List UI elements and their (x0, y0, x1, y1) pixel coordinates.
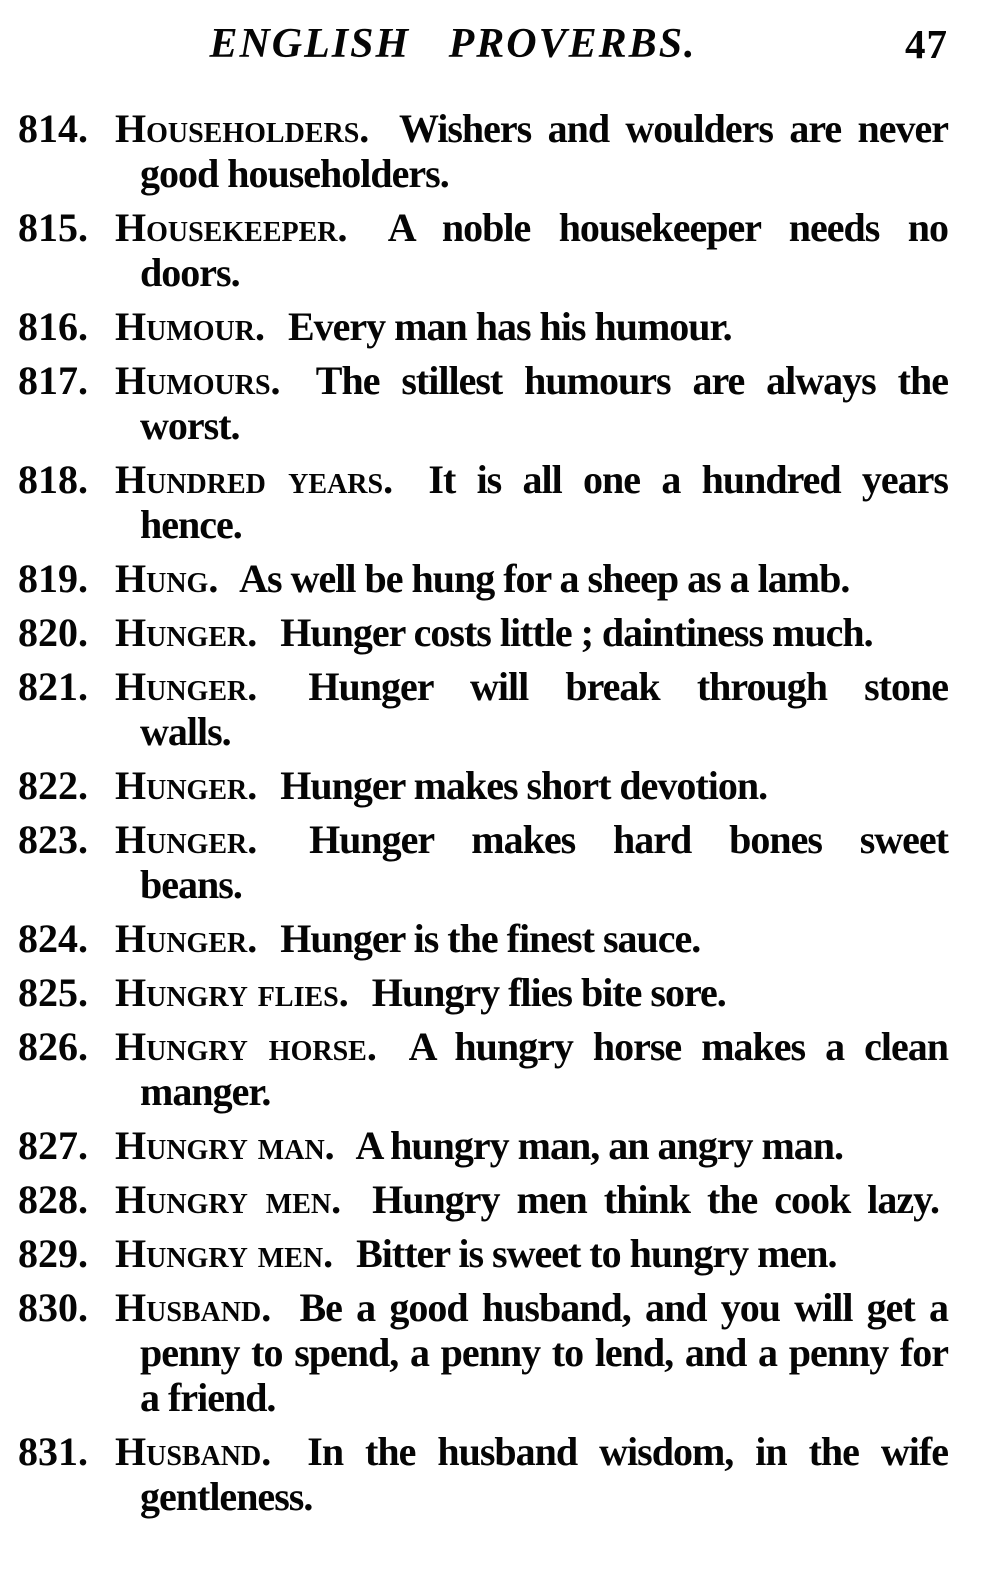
entry-text: Hunger makes hard bones sweet beans. (140, 817, 948, 907)
entry-text: Wishers and woulders are never good householders. (140, 106, 948, 196)
entry-headword: Hungry man. (115, 1123, 335, 1168)
proverb-entry-825 (18, 970, 948, 1015)
entry-number: 820. (18, 610, 88, 655)
entry-number: 826. (18, 1024, 88, 1069)
proverb-entry-823 (18, 817, 948, 907)
entry-headword: Hunger. (115, 916, 258, 961)
entry-number: 827. (18, 1123, 88, 1168)
entry-number: 815. (18, 205, 88, 250)
proverb-entry-821 (18, 664, 948, 754)
entry-text: Hunger costs little ; daintiness much. (280, 610, 873, 655)
entry-headword: Husband. (115, 1285, 272, 1330)
entry-headword: Hundred years. (115, 457, 394, 502)
proverb-entry-820 (18, 610, 948, 655)
proverb-entry-816 (18, 304, 948, 349)
entry-headword: Husband. (115, 1429, 272, 1474)
entry-number: 823. (18, 817, 88, 862)
entry-number: 821. (18, 664, 88, 709)
entry-number: 829. (18, 1231, 88, 1276)
entry-text: Be a good husband, and you will get a penny to spend, a penny to lend, and a penny for a friend. (140, 1285, 949, 1420)
entry-text: In the husband wisdom, in the wife gentleness. (140, 1429, 948, 1519)
entry-headword: Hungry horse. (115, 1024, 377, 1069)
entry-text: A hungry horse makes a clean manger. (140, 1024, 948, 1114)
proverb-entry-818 (18, 457, 948, 547)
proverb-entry-828 (18, 1177, 948, 1222)
entry-text: It is all one a hundred years hence. (140, 457, 948, 547)
entry-headword: Hungry men. (115, 1231, 334, 1276)
entry-number: 831. (18, 1429, 88, 1474)
entry-text: Bitter is sweet to hungry men. (356, 1231, 837, 1276)
entry-text: A hungry man, an angry man. (355, 1123, 844, 1168)
entry-number: 819. (18, 556, 88, 601)
proverb-entry-815 (18, 205, 948, 295)
entry-text: Hungry flies bite sore. (371, 970, 726, 1015)
entry-headword: Humours. (115, 358, 281, 403)
proverb-entry-826 (18, 1024, 948, 1114)
proverb-entry-830 (18, 1285, 948, 1420)
entry-number: 824. (18, 916, 88, 961)
page-number: 47 (905, 21, 948, 67)
entry-text: Hunger makes short devotion. (280, 763, 768, 808)
entry-text: Hungry men think the cook lazy. (372, 1177, 939, 1222)
entry-number: 814. (18, 106, 88, 151)
proverb-entry-824 (18, 916, 948, 961)
proverb-list (18, 106, 948, 1519)
entry-text: Hunger is the finest sauce. (280, 916, 701, 961)
entry-number: 822. (18, 763, 88, 808)
entry-text: A noble housekeeper needs no doors. (140, 205, 948, 295)
entry-text: Hunger will break through stone walls. (140, 664, 949, 754)
entry-headword: Hunger. (115, 664, 258, 709)
entry-headword: Hungry flies. (115, 970, 349, 1015)
entry-text: As well be hung for a sheep as a lamb. (239, 556, 850, 601)
entry-number: 825. (18, 970, 88, 1015)
entry-headword: Hunger. (115, 817, 258, 862)
proverb-entry-822 (18, 763, 948, 808)
entry-headword: Hungry men. (115, 1177, 342, 1222)
proverb-entry-831 (18, 1429, 948, 1519)
entry-headword: Humour. (115, 304, 265, 349)
entry-headword: Housekeeper. (115, 205, 348, 250)
proverb-entry-814 (18, 106, 948, 196)
entry-headword: Hunger. (115, 610, 258, 655)
page-title: ENGLISH PROVERBS. (209, 21, 697, 67)
proverb-entry-817 (18, 358, 948, 448)
entry-number: 816. (18, 304, 88, 349)
entry-number: 818. (18, 457, 88, 502)
entry-headword: Householders. (115, 106, 370, 151)
entry-text: Every man has his humour. (287, 304, 732, 349)
proverb-entry-827 (18, 1123, 948, 1168)
entry-headword: Hung. (115, 556, 219, 601)
entry-number: 830. (18, 1285, 88, 1330)
entry-text: The stillest humours are always the worst. (140, 358, 948, 448)
entry-number: 828. (18, 1177, 88, 1222)
entry-headword: Hunger. (115, 763, 258, 808)
proverb-entry-819 (18, 556, 948, 601)
running-head (18, 18, 948, 70)
entry-number: 817. (18, 358, 88, 403)
proverb-entry-829 (18, 1231, 948, 1276)
